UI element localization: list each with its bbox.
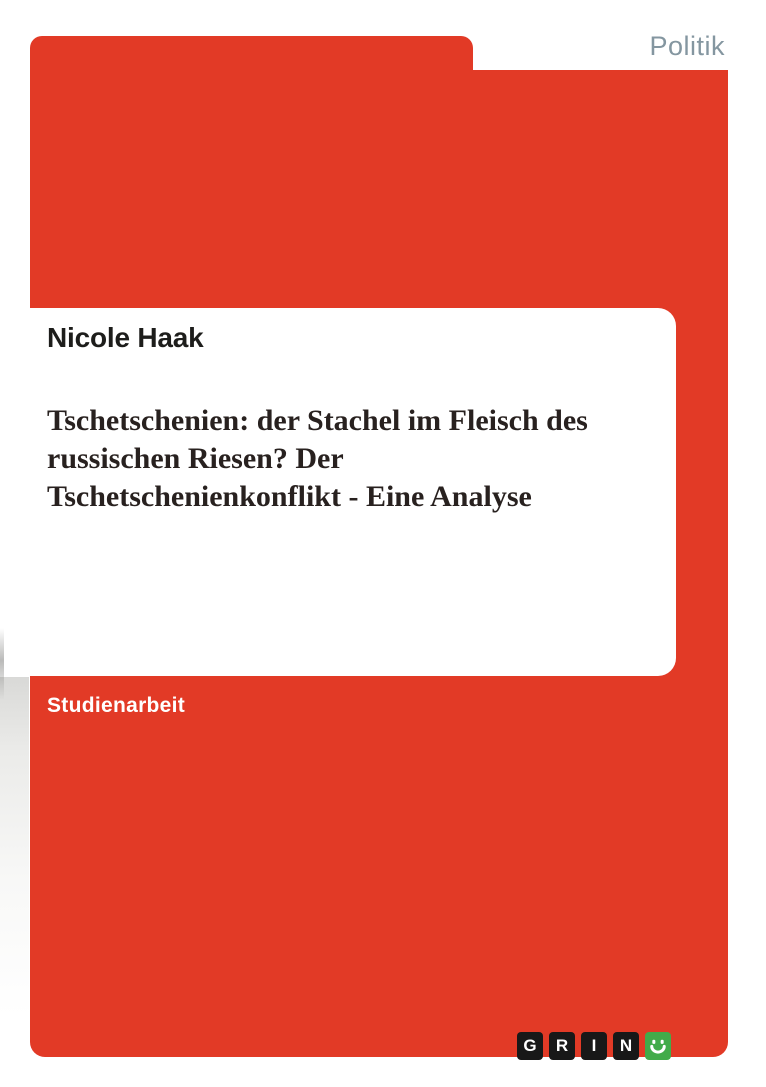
book-title-line: Tschetschenien: der Stachel im Fleisch des bbox=[47, 404, 588, 437]
book-title bbox=[47, 402, 667, 516]
document-type-label: Studienarbeit bbox=[47, 694, 186, 717]
logo-tile-i: I bbox=[581, 1032, 607, 1060]
grin-logo bbox=[517, 1032, 671, 1060]
logo-tile-r: R bbox=[549, 1032, 575, 1060]
logo-tile-n: N bbox=[613, 1032, 639, 1060]
smiley-icon bbox=[645, 1032, 671, 1060]
title-panel bbox=[0, 308, 676, 676]
category-label: Politik bbox=[649, 31, 725, 61]
book-title-line: russischen Riesen? Der bbox=[47, 442, 344, 475]
book-title-line: Tschetschenienkonflikt - Eine Analyse bbox=[47, 480, 532, 513]
logo-tile-g: G bbox=[517, 1032, 543, 1060]
page-edge-shadow bbox=[0, 677, 29, 1017]
author-name: Nicole Haak bbox=[47, 322, 204, 353]
page-edge-line bbox=[0, 628, 4, 700]
